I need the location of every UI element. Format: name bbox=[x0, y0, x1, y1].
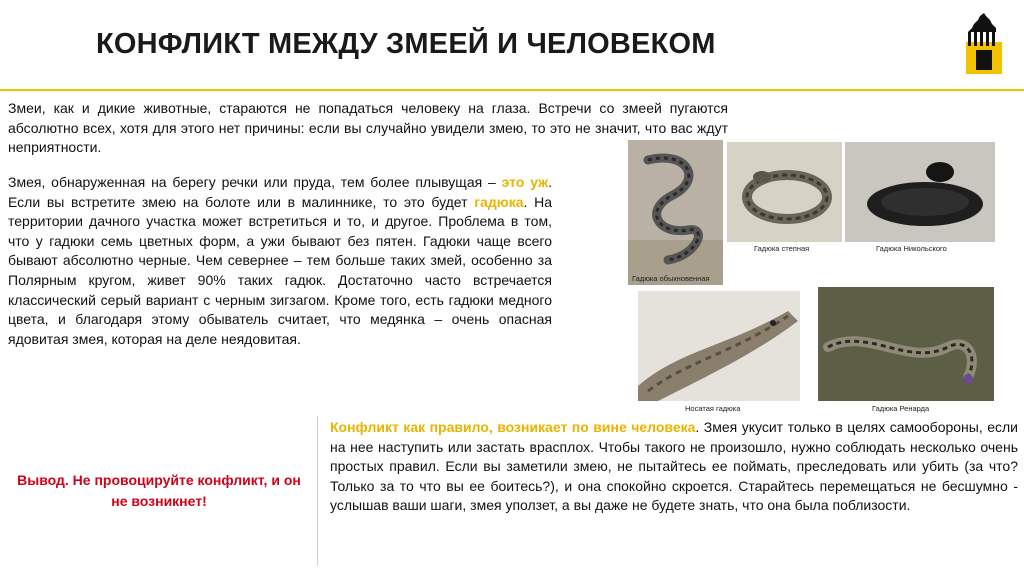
header-divider bbox=[0, 89, 1024, 91]
oil-company-logo-icon bbox=[960, 10, 1008, 80]
photo-common-viper bbox=[628, 140, 723, 285]
photo-caption: Гадюка Никольского bbox=[876, 244, 947, 253]
photo-caption: Гадюка степная bbox=[754, 244, 810, 253]
photo-caption: Гадюка Ренарда bbox=[872, 404, 930, 413]
conclusion-text: Вывод. Не провоцируйте конфликт, и он не возникнет! bbox=[17, 472, 301, 509]
text-segment: . Если вы встретите змею на болоте или в малиннике, то это будет bbox=[8, 174, 552, 210]
photo-nikolsky-viper bbox=[845, 142, 995, 242]
photo-caption: Носатая гадюка bbox=[685, 404, 741, 413]
text-segment: . Змея укусит только в целях самообороны, если на нее наступить или застать врасплох. Чтобы такого не произошло, нужно соблюдать несколько очень простых правил. Если вы заметили змею, не пытайтесь ее поймать, преследовать или убить (за что? Только за то что вы ее боитесь?), и она спокойно скроется. Старайтесь перемещаться не бесшумно - услышав ваши шаги, змея уползет, а вы даже не будете знать, что она была поблизости. bbox=[330, 419, 1018, 514]
text-segment: . На территории дачного участка может встретиться и то, и другое. Проблема в том, что у гадюки семь цветных форм, а ужи бывают без пятен. Гадюки чаще всего бывают абсолютно черные. Чем севернее – тем больше таких змей, особенно за Полярным кругом, живет 90% таких гадюк. Достаточно часто встречается классический серый вариант с черным зигзагом. Кроме того, есть гадюки медного цвета, и благодаря этому обыватель считает, что медянка – очень опасная ядовитая змея, которая на деле неядовитая. bbox=[8, 193, 552, 347]
photo-steppe-viper bbox=[727, 142, 842, 242]
photo-nose-horned-viper bbox=[638, 291, 800, 401]
text-segment: Змея, обнаруженная на берегу речки или пруда, тем более плывущая – bbox=[8, 174, 496, 190]
photo-renard-viper bbox=[818, 287, 994, 401]
highlight-viper: гадюка bbox=[474, 193, 524, 210]
conflict-lead: Конфликт как правило, возникает по вине человека bbox=[330, 419, 696, 435]
highlight-grass-snake: это уж bbox=[501, 174, 549, 190]
intro-paragraph: Змеи, как и дикие животные, стараются не попадаться человеку на глаза. Встречи со змеей пугаются абсолютно всех, хотя для этого нет причины: если вы случайно увидели змею, то это не значит, что вас ждут неприятности. bbox=[8, 100, 728, 155]
column-divider bbox=[317, 416, 318, 566]
page-title: КОНФЛИКТ МЕЖДУ ЗМЕЕЙ И ЧЕЛОВЕКОМ bbox=[96, 28, 716, 60]
photo-caption: Гадюка обыкновенная bbox=[632, 274, 710, 283]
snake-types-paragraph bbox=[8, 173, 552, 349]
conflict-paragraph bbox=[330, 418, 1018, 516]
